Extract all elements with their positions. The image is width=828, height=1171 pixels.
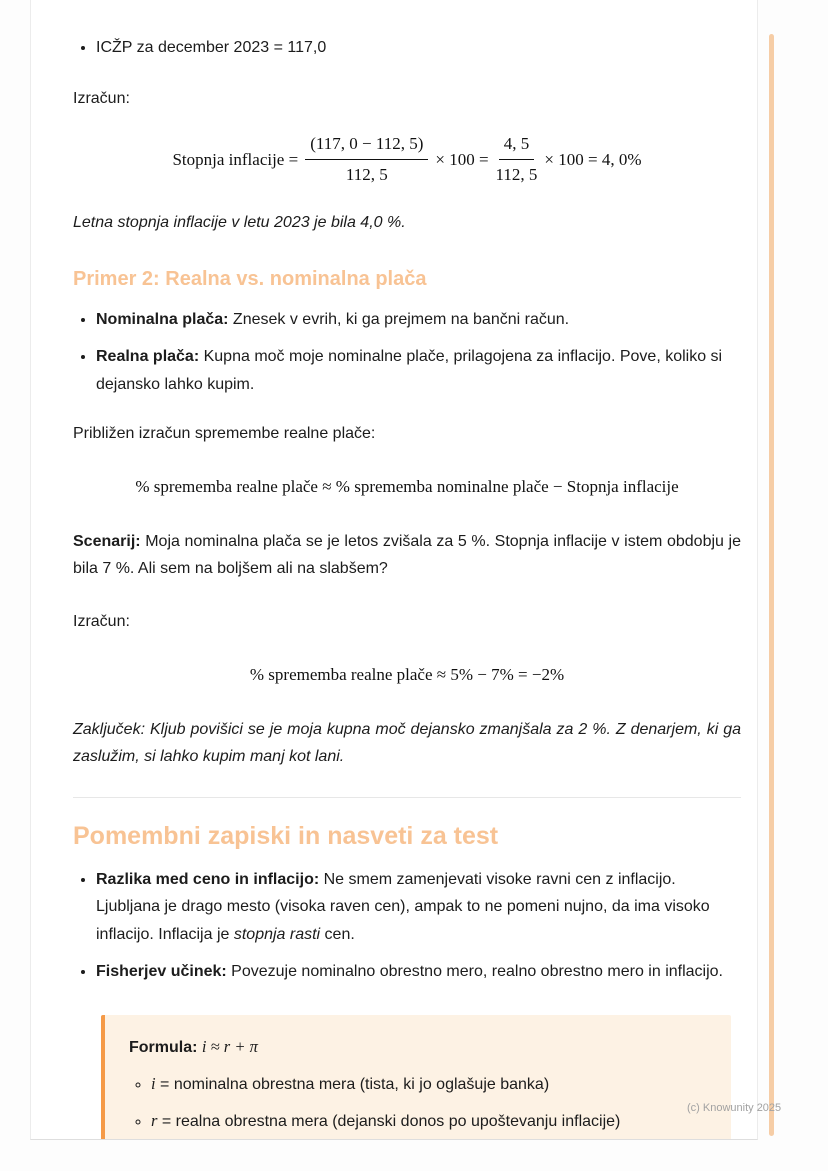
term-label: Realna plača: <box>96 348 200 366</box>
formula-lhs: Stopnja inflacije = <box>172 149 299 169</box>
iczp-bullet-list <box>73 34 741 61</box>
scenario-paragraph <box>73 528 741 582</box>
note-text: Ne smem zamenjevati visoke ravni cen z inflacijo. Ljubljana je drago mesto (visoka raven cen), ampak to ne pomeni nujno, da ima visoko inflacijo. Inflacija je <box>96 871 710 943</box>
callout-list <box>129 1070 707 1135</box>
formula-wage-change: % sprememba realne plače ≈ 5% − 7% = −2% <box>249 665 565 685</box>
fraction <box>496 132 538 187</box>
list-item <box>96 866 741 948</box>
term-text: Kupna moč moje nominalne plače, prilagojena za inflacijo. Pove, koliko si dejansko lahko kupim. <box>96 348 723 393</box>
fraction-numerator: 4, 5 <box>499 132 535 160</box>
fisher-formula: i ≈ r + π <box>201 1036 258 1056</box>
watermark: (c) Knowunity 2025 <box>687 1102 782 1114</box>
document-page <box>30 0 758 1140</box>
approx-calc-intro: Približen izračun spremembe realne plače: <box>73 424 376 442</box>
scenario-text: Moja nominalna plača se je letos zvišala za 5 %. Stopnja inflacije v istem obdobju je bila 7 %. Ali sem na boljšem ali na slabšem? <box>73 532 741 577</box>
heading-notes: Pomembni zapiski in nasveti za test <box>73 821 499 850</box>
var-i-definition: = nominalna obrestna mera (tista, ki jo oglašuje banka) <box>155 1076 550 1094</box>
list-item <box>151 1070 707 1098</box>
list-item <box>96 306 741 333</box>
note-text-after: cen. <box>320 925 355 943</box>
callout-formula-line <box>129 1033 707 1061</box>
scenario-label: Scenarij: <box>73 532 141 550</box>
annual-inflation-note: Letna stopnja inflacije v letu 2023 je bila 4,0 %. <box>73 213 406 231</box>
list-item <box>96 34 741 61</box>
conclusion-paragraph: Zaključek: Kljub povišici se je moja kupna moč dejansko zmanjšala za 2 %. Z denarjem, ki ga zaslužim, si lahko kupim manj kot lani. <box>73 721 741 766</box>
list-item <box>151 1107 707 1135</box>
formula-rhs: × 100 = 4, 0% <box>544 149 642 169</box>
list-item <box>96 958 741 985</box>
note-text: Povezuje nominalno obrestno mero, realno obrestno mero in inflacijo. <box>226 962 723 980</box>
formula-inflation-rate <box>73 132 741 187</box>
var-r-definition: = realna obrestna mera (dejanski donos po upoštevanju inflacije) <box>157 1113 621 1131</box>
var-r: r <box>151 1111 158 1131</box>
scrollbar-thumb[interactable] <box>769 34 774 1136</box>
iczp-value-text: ICŽP za december 2023 = 117,0 <box>96 39 327 56</box>
heading-primer-2: Primer 2: Realna vs. nominalna plača <box>73 268 427 291</box>
izracun-label-1: Izračun: <box>73 90 130 108</box>
list-item <box>96 343 741 397</box>
callout-label: Formula: <box>129 1038 198 1056</box>
var-i: i <box>151 1074 156 1094</box>
fraction-denominator: 112, 5 <box>345 165 388 185</box>
formula-callout <box>101 1015 731 1140</box>
note-label: Razlika med ceno in inflacijo: <box>96 871 320 889</box>
izracun-label-2: Izračun: <box>73 613 130 631</box>
note-label: Fisherjev učinek: <box>96 962 227 980</box>
note-italic-phrase: stopnja rasti <box>233 925 321 943</box>
fraction-denominator: 112, 5 <box>495 165 538 185</box>
section-divider <box>73 797 741 798</box>
wage-bullet-list <box>73 306 741 398</box>
notes-bullet-list <box>73 866 741 985</box>
fraction <box>305 132 428 187</box>
formula-real-wage: % sprememba realne plače ≈ % sprememba nominalne plače − Stopnja inflacije <box>135 476 679 496</box>
term-text: Znesek v evrih, ki ga prejmem na bančni račun. <box>228 311 570 329</box>
fraction-numerator: (117, 0 − 112, 5) <box>305 132 428 160</box>
formula-mid: × 100 = <box>435 149 489 169</box>
term-label: Nominalna plača: <box>96 311 229 329</box>
